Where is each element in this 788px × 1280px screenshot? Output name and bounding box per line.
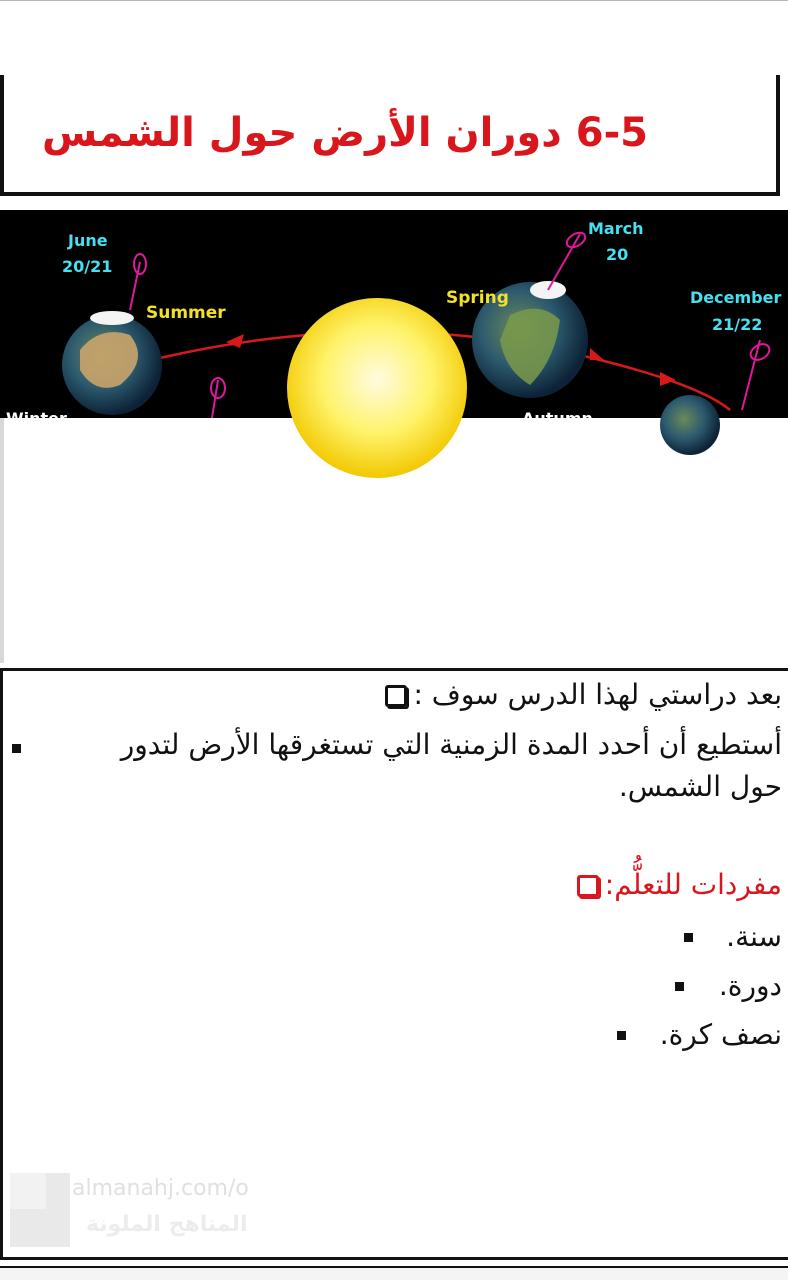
label-autumn: Autumn — [522, 409, 593, 428]
earth-orbit-diagram — [0, 210, 788, 428]
label-winter: Winter — [6, 409, 67, 428]
label-spring: Spring — [446, 288, 509, 308]
label-march: March — [588, 219, 644, 238]
earth-june-cap — [90, 311, 134, 325]
orbit-arrow — [226, 334, 244, 348]
title-box — [0, 75, 780, 196]
earth-december — [660, 395, 720, 455]
objectives-heading-text: بعد دراستي لهذا الدرس سوف : — [413, 678, 782, 711]
watermark-url: almanahj.com/o — [72, 1176, 249, 1201]
orbit-arrow — [660, 372, 676, 386]
bullet-icon — [684, 933, 693, 942]
objective-line-1: أستطيع أن أحدد المدة الزمنية التي تستغرقها الأرض لتدور — [120, 728, 782, 761]
label-december-date: 21/22 — [712, 315, 763, 334]
vocabulary-item: نصف كرة. — [659, 1018, 782, 1051]
objective-line-2: حول الشمس. — [618, 770, 782, 803]
label-summer: Summer — [146, 303, 226, 323]
left-rule — [0, 418, 4, 663]
checkbox-icon — [577, 875, 599, 897]
sun — [287, 298, 467, 478]
checkbox-icon — [385, 685, 407, 707]
label-june: June — [68, 231, 108, 250]
top-rule — [0, 0, 788, 1]
vocabulary-heading-text: مفردات للتعلُّم: — [604, 868, 782, 901]
lesson-title: 6-5 دوران الأرض حول الشمس — [42, 110, 648, 156]
orbit-arrow — [590, 348, 604, 360]
label-march-date: 20 — [606, 245, 629, 264]
bullet-icon — [12, 744, 21, 753]
watermark-name: المناهج الملونة — [86, 1212, 248, 1237]
earth-axis — [212, 380, 218, 418]
label-december: December — [690, 288, 782, 307]
objectives-heading — [379, 676, 782, 714]
label-june-date: 20/21 — [62, 257, 113, 276]
earth-axis — [548, 234, 580, 290]
orbit-illustration — [0, 210, 788, 428]
vocabulary-item: دورة. — [718, 969, 782, 1002]
axis-spin — [748, 341, 772, 363]
vocabulary-heading — [571, 865, 782, 905]
bullet-icon — [675, 982, 684, 991]
vocabulary-item: سنة. — [726, 920, 782, 953]
watermark-logo-inner — [10, 1173, 46, 1209]
bottom-strip — [0, 1266, 788, 1280]
bullet-icon — [617, 1031, 626, 1040]
objectives-box — [0, 668, 788, 1260]
